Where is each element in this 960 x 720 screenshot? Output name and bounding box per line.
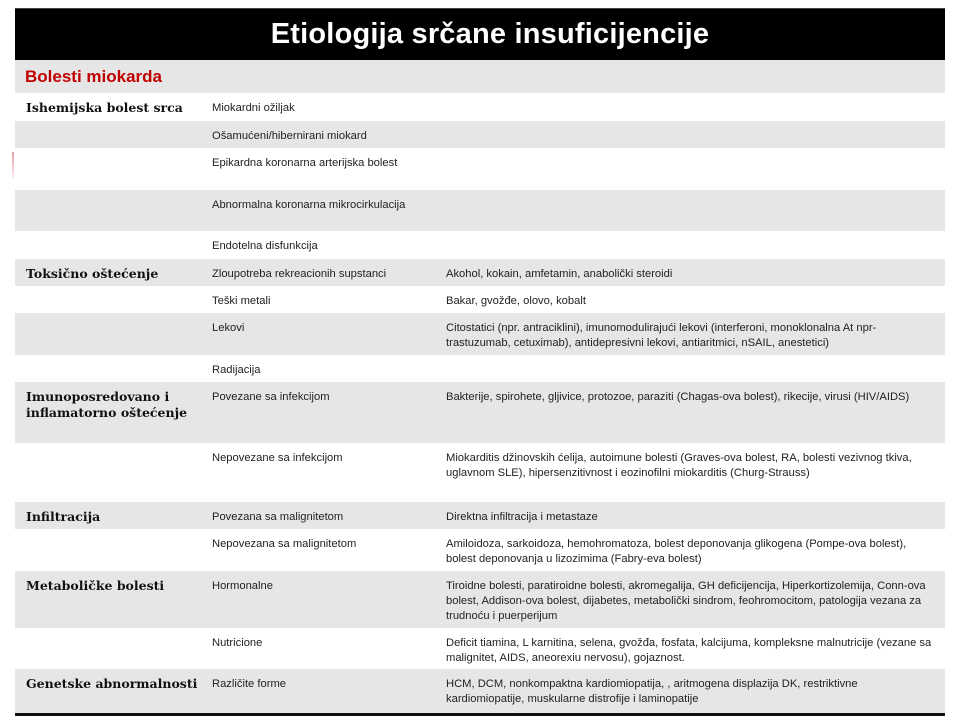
- table-row: [15, 148, 945, 190]
- table-row: [15, 443, 945, 502]
- subtype-cell: Nepovezana sa malignitetom: [212, 538, 357, 550]
- details-cell: Akohol, kokain, amfetamin, anabolički steroidi: [446, 268, 673, 280]
- details-cell: Tiroidne bolesti, paratiroidne bolesti, akromegalija, GH deficijencija, Hiperkortizolemija, Conn-ova bolest, Addison-ova bolest, dijabetes, metabolički sindrom, feohromocitom, patologija vezana za trudnoću i puerperijum: [446, 580, 926, 622]
- category-cell: [15, 355, 202, 382]
- details-cell: [436, 148, 945, 190]
- subtype-cell: Različite forme: [212, 678, 286, 690]
- subtype-cell: Povezana sa malignitetom: [212, 511, 344, 523]
- subtype-cell: Epikardna koronarna arterijska bolest: [212, 157, 398, 169]
- table-row: [15, 529, 945, 571]
- slide: [15, 8, 945, 716]
- subtype-cell: Abnormalna koronarna mikrocirkulacija: [212, 199, 406, 211]
- table-row: [15, 669, 945, 713]
- table-row: [15, 628, 945, 669]
- subtype-cell: Zloupotreba rekreacionih supstanci: [212, 268, 387, 280]
- subtype-cell: Nepovezane sa infekcijom: [212, 452, 343, 464]
- category-cell: [15, 286, 202, 313]
- details-cell: Deficit tiamina, L karnitina, selena, gvožđa, fosfata, kalcijuma, kompleksne malnutricije (vezane sa malignitet, AIDS, aneorexiu nervosu), gojaznost.: [446, 637, 932, 664]
- details-cell: Citostatici (npr. antraciklini), imunomodulirajući lekovi (interferoni, monoklonalna At npr- trastuzumab, cetuximab), antidepresivni lekovi, antiaritmici, nSAIL, anestetici): [446, 322, 877, 349]
- table-row: [15, 313, 945, 355]
- details-cell: [436, 355, 945, 382]
- details-cell: [436, 231, 945, 259]
- details-cell: [436, 190, 945, 231]
- decorative-mark: [12, 152, 14, 178]
- table-row: [15, 382, 945, 443]
- table-row: [15, 286, 945, 313]
- bottom-rule: [15, 713, 945, 716]
- table-body: [15, 93, 945, 713]
- table-row: [15, 121, 945, 148]
- etiology-table: [15, 93, 945, 713]
- category-cell: [15, 231, 202, 259]
- section-header: [15, 60, 945, 93]
- subtype-cell: Nutricione: [212, 637, 263, 649]
- category-cell: Metaboličke bolesti: [26, 578, 165, 593]
- category-cell: [15, 313, 202, 355]
- category-cell: [15, 148, 202, 190]
- table-row: [15, 259, 945, 286]
- table-row: [15, 571, 945, 628]
- details-cell: [436, 121, 945, 148]
- subtype-cell: Endotelna disfunkcija: [212, 240, 318, 252]
- category-cell: Infiltracija: [26, 509, 101, 524]
- details-cell: Bakterije, spirohete, gljivice, protozoe, paraziti (Chagas-ova bolest), rikecije, virusi (HIV/AIDS): [446, 391, 910, 403]
- details-cell: Amiloidoza, sarkoidoza, hemohromatoza, bolest deponovanja glikogena (Pompe-ova bolest), bolest deponovanja u lizozimima (Fabry-eva bolest): [446, 538, 907, 565]
- subtype-cell: Hormonalne: [212, 580, 273, 592]
- category-cell: Ishemijska bolest srca: [26, 100, 183, 115]
- details-cell: Direktna infiltracija i metastaze: [446, 511, 598, 523]
- category-cell: [15, 628, 202, 669]
- page-title: Etiologija srčane insuficijencije: [270, 18, 710, 50]
- subtype-cell: Povezane sa infekcijom: [212, 391, 330, 403]
- subtype-cell: Teški metali: [212, 295, 271, 307]
- category-cell: Genetske abnormalnosti: [26, 676, 198, 691]
- details-cell: Bakar, gvožđe, olovo, kobalt: [446, 295, 586, 307]
- table-row: [15, 355, 945, 382]
- category-cell: [15, 443, 202, 502]
- subtype-cell: Miokardni ožiljak: [212, 102, 295, 114]
- category-cell: [15, 529, 202, 571]
- table-row: [15, 502, 945, 529]
- category-cell: Toksično oštećenje: [26, 266, 159, 281]
- subtype-cell: Lekovi: [212, 322, 245, 334]
- table-row: [15, 93, 945, 121]
- section-title: Bolesti miokarda: [25, 66, 162, 86]
- details-cell: Miokarditis džinovskih ćelija, autoimune bolesti (Graves-ova bolest, RA, bolesti vezivnog tkiva, uglavnom SLE), hipersenzitivnost i eozinofilni miokarditis (Churg-Strauss): [446, 452, 912, 479]
- details-cell: [436, 93, 945, 121]
- subtype-cell: Ošamućeni/hibernirani miokard: [212, 130, 367, 142]
- category-cell: [15, 121, 202, 148]
- table-row: [15, 190, 945, 231]
- title-bar: [15, 8, 945, 60]
- subtype-cell: Radijacija: [212, 364, 261, 376]
- details-cell: HCM, DCM, nonkompaktna kardiomiopatija, , aritmogena displazija DK, restriktivne kardiomiopatije, muskularne distrofije i laminopatije: [446, 678, 858, 705]
- table-row: [15, 231, 945, 259]
- category-cell: Imunoposredovano i inflamatorno oštećenje: [26, 389, 188, 420]
- category-cell: [15, 190, 202, 231]
